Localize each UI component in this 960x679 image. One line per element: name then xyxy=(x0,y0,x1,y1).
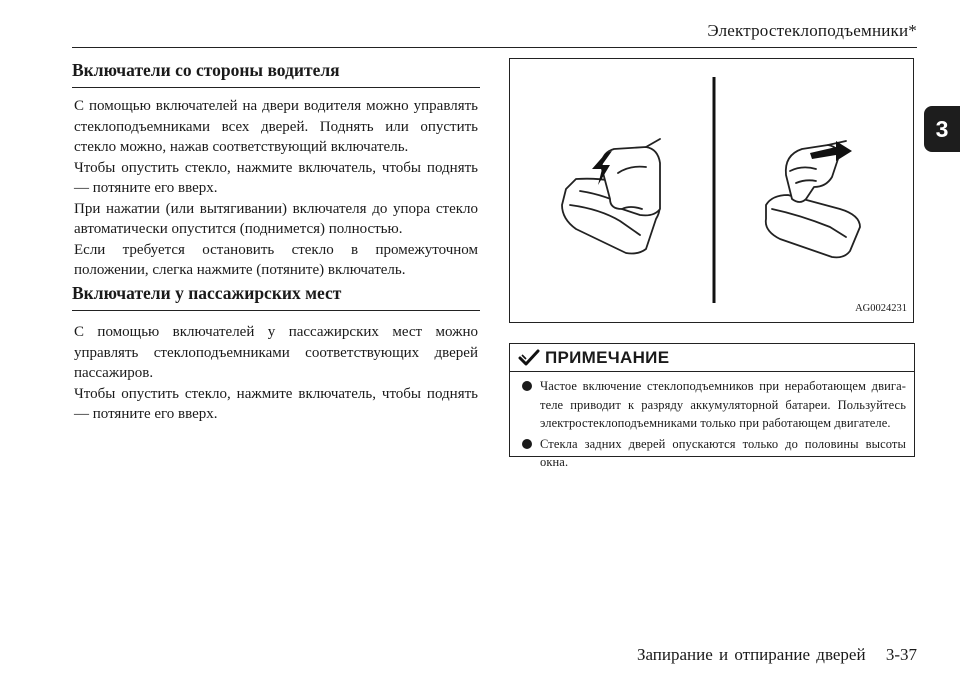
paragraph: Чтобы опустить стекло, нажмите включатель, чтобы поднять — потяните его вверх. xyxy=(74,385,478,422)
figure-box xyxy=(509,58,914,323)
section-heading-driver: Включатели со стороны водителя xyxy=(72,60,480,88)
paragraph: Если требуется остановить стекло в промежуточном положении, слегка нажмите (потяните) включатель. xyxy=(74,241,478,278)
note-item xyxy=(520,377,906,433)
header-rule xyxy=(72,47,917,48)
note-text: Стекла задних дверей опускаются только до половины высоты окна. xyxy=(540,436,906,469)
paragraph: Чтобы опустить стекло, нажмите включатель, чтобы поднять — потяните его вверх. xyxy=(74,159,478,196)
page-header-title: Электростеклоподъемники* xyxy=(707,21,917,40)
note-title: ПРИМЕЧАНИЕ xyxy=(545,347,670,367)
section-body-passenger xyxy=(74,322,478,425)
press-switch-drawing xyxy=(562,139,660,254)
page-footer xyxy=(637,645,917,665)
note-item xyxy=(520,435,906,472)
paragraph: С помощью включателей на двери водителя можно управлять стеклоподъемниками всех дверей. Поднять или опустить стекло можно, нажав соответствующий включатель. xyxy=(74,98,478,155)
note-box xyxy=(509,343,915,469)
bullet-icon xyxy=(522,439,532,449)
section-body-driver xyxy=(74,96,478,281)
paragraph: При нажатии (или вытягивании) включателя до упора стекло автоматически опустится (поднимется) полностью. xyxy=(74,200,478,237)
section-heading-passenger: Включатели у пассажирских мест xyxy=(72,283,480,311)
bullet-icon xyxy=(522,381,532,391)
page-number: 3-37 xyxy=(885,645,917,664)
footer-section: Запирание и отпирание дверей xyxy=(636,645,866,664)
paragraph: С помощью включателей у пассажирских мест можно управлять стеклоподъемниками соответствующих дверей пассажиров. xyxy=(74,324,478,381)
note-text: Частое включение стеклоподъемников при неработающем двига-теле приводит к разряду аккумуляторной батареи. Пользуйтесь электростеклоподъемниками только при работающем двигателе. xyxy=(540,379,906,430)
window-switch-illustration xyxy=(510,59,912,321)
note-list xyxy=(510,372,914,472)
figure-code: AG0024231 xyxy=(855,303,907,314)
chapter-tab[interactable]: 3 xyxy=(924,106,960,152)
note-header xyxy=(510,344,914,372)
check-icon xyxy=(518,349,540,367)
